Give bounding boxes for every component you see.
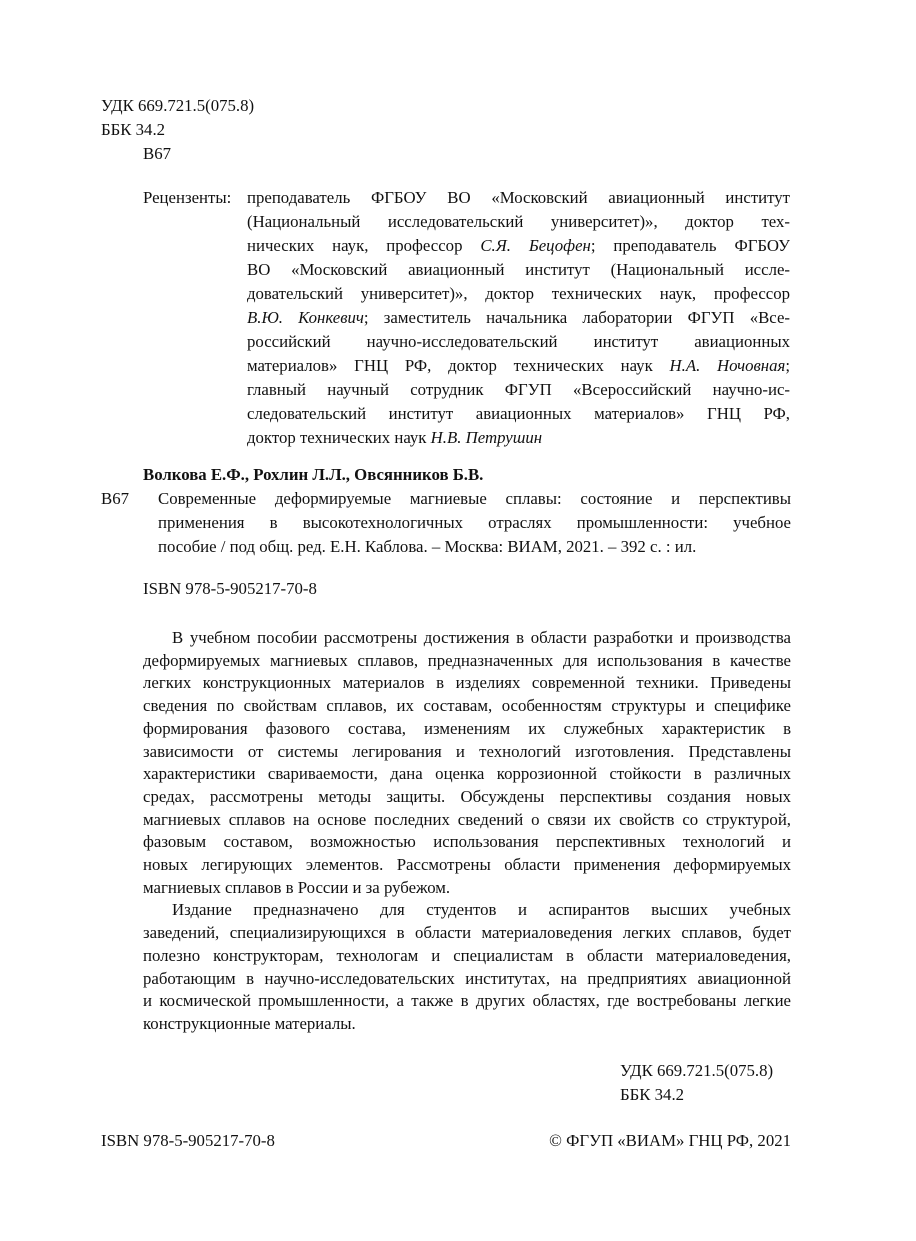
reviewers-text-segment: ВО «Московский авиационный институт (Национальный иссле- xyxy=(247,260,790,279)
abstract-line: конструкционные материалы. xyxy=(143,1013,356,1033)
abstract-line: характеристики свариваемости, дана оценка коррозионной стойкости в различных xyxy=(143,764,791,784)
reviewers-text-segment: преподаватель ФГБОУ ВО «Московский авиационный институт xyxy=(247,188,790,207)
abstract-line: магниевых сплавов в России и за рубежом. xyxy=(143,877,451,897)
reviewers-line xyxy=(247,258,790,282)
reviewers-text-segment: ; заместитель начальника лаборатории ФГУП «Все- xyxy=(363,308,790,327)
bbk-footer: ББК 34.2 xyxy=(620,1085,685,1104)
abstract-line: формирования фазового состава, изменениям их служебных характеристик в xyxy=(143,718,791,738)
abstract-line: новых легирующих элементов. Рассмотрены области применения деформируемых xyxy=(143,855,791,874)
udk-header: УДК 669.721.5(075.8) xyxy=(101,96,255,115)
abstract-line: полезно конструкторам, технологам и специалистам в области материаловедения, xyxy=(143,945,791,965)
abstract-line: В учебном пособии рассмотрены достижения в области разработки и производства xyxy=(172,628,791,647)
isbn-main: ISBN 978-5-905217-70-8 xyxy=(143,579,317,598)
reviewers-line xyxy=(247,306,790,330)
reviewers-label: Рецензенты: xyxy=(143,188,232,207)
authors: Волкова Е.Ф., Рохлин Л.Л., Овсянников Б.В. xyxy=(143,465,484,484)
reviewers-line xyxy=(247,330,790,354)
book-title-line: Современные деформируемые магниевые сплавы: состояние и перспективы xyxy=(158,489,791,508)
book-title-line: применения в высокотехнологичных отраслях промышленности: учебное xyxy=(158,513,791,532)
reviewers-text-segment: (Национальный исследовательский университет)», доктор тех- xyxy=(247,212,790,231)
bbk-header: ББК 34.2 xyxy=(101,120,166,139)
reviewers-line xyxy=(247,354,790,378)
reviewers-text-segment: ; преподаватель ФГБОУ xyxy=(590,236,790,255)
reviewers-text-segment: главный научный сотрудник ФГУП «Всероссийский научно-ис- xyxy=(247,380,790,399)
abstract-line: легких конструкционных материалов в изделиях современной техники. Приведены xyxy=(143,673,791,693)
abstract-line: сведения по свойствам сплавов, их составам, особенностям структуры и специфике xyxy=(143,696,791,716)
reviewers-line xyxy=(247,378,790,402)
reviewers-text-segment: доктор технических наук xyxy=(247,428,431,447)
reviewers-line xyxy=(247,234,790,258)
reviewers-text-segment: довательский университет)», доктор технических наук, профессор xyxy=(247,284,790,303)
abstract-line: заведений, специализирующихся в области материаловедения легких сплавов, будет xyxy=(143,923,791,943)
reviewers-text-segment: российский научно-исследовательский институт авиационных xyxy=(247,332,790,351)
abstract-line: зависимости от системы легирования и технологий изготовления. Представлены xyxy=(143,741,791,761)
abstract-line: фазовым составом, возможностью использования перспективных технологий и xyxy=(143,832,791,852)
abstract-line: Издание предназначено для студентов и аспирантов высших учебных xyxy=(172,900,791,920)
reviewers-text-segment: нических наук, профессор xyxy=(247,236,481,255)
reviewer-name: В.Ю. Конкевич xyxy=(247,308,364,327)
reviewers-line xyxy=(247,210,790,234)
reviewers-text-segment: материалов» ГНЦ РФ, доктор технических наук xyxy=(247,356,670,375)
reviewers-line xyxy=(247,402,790,426)
udk-footer: УДК 669.721.5(075.8) xyxy=(620,1061,774,1080)
reviewers-line xyxy=(247,282,790,306)
reviewers-text-segment: следовательский институт авиационных материалов» ГНЦ РФ, xyxy=(247,404,790,423)
abstract-line: и космической промышленности, а также в других областях, где востребованы легкие xyxy=(143,991,791,1011)
abstract-line: работающим в научно-исследовательских институтах, на предприятиях авиационной xyxy=(143,968,791,988)
book-code: В67 xyxy=(101,489,129,508)
reviewers-line xyxy=(247,426,790,450)
reviewers-line xyxy=(247,186,790,210)
author-code-header: В67 xyxy=(143,144,171,163)
reviewers-text-segment: ; xyxy=(785,356,790,375)
copyright: © ФГУП «ВИАМ» ГНЦ РФ, 2021 xyxy=(549,1131,791,1150)
isbn-footer: ISBN 978-5-905217-70-8 xyxy=(101,1131,275,1150)
book-title-line: пособие / под общ. ред. Е.Н. Каблова. – Москва: ВИАМ, 2021. – 392 с. : ил. xyxy=(158,537,697,556)
abstract-line: магниевых сплавов на основе последних сведений о связи их свойств со структурой, xyxy=(143,809,791,829)
reviewer-name: Н.В. Петрушин xyxy=(430,428,543,447)
reviewer-name: С.Я. Бецофен xyxy=(480,236,591,255)
abstract-line: средах, рассмотрены методы защиты. Обсуждены перспективы создания новых xyxy=(143,786,791,806)
reviewer-name: Н.А. Ночовная xyxy=(669,356,786,375)
abstract-line: деформируемых магниевых сплавов, предназначенных для использования в качестве xyxy=(143,650,791,670)
